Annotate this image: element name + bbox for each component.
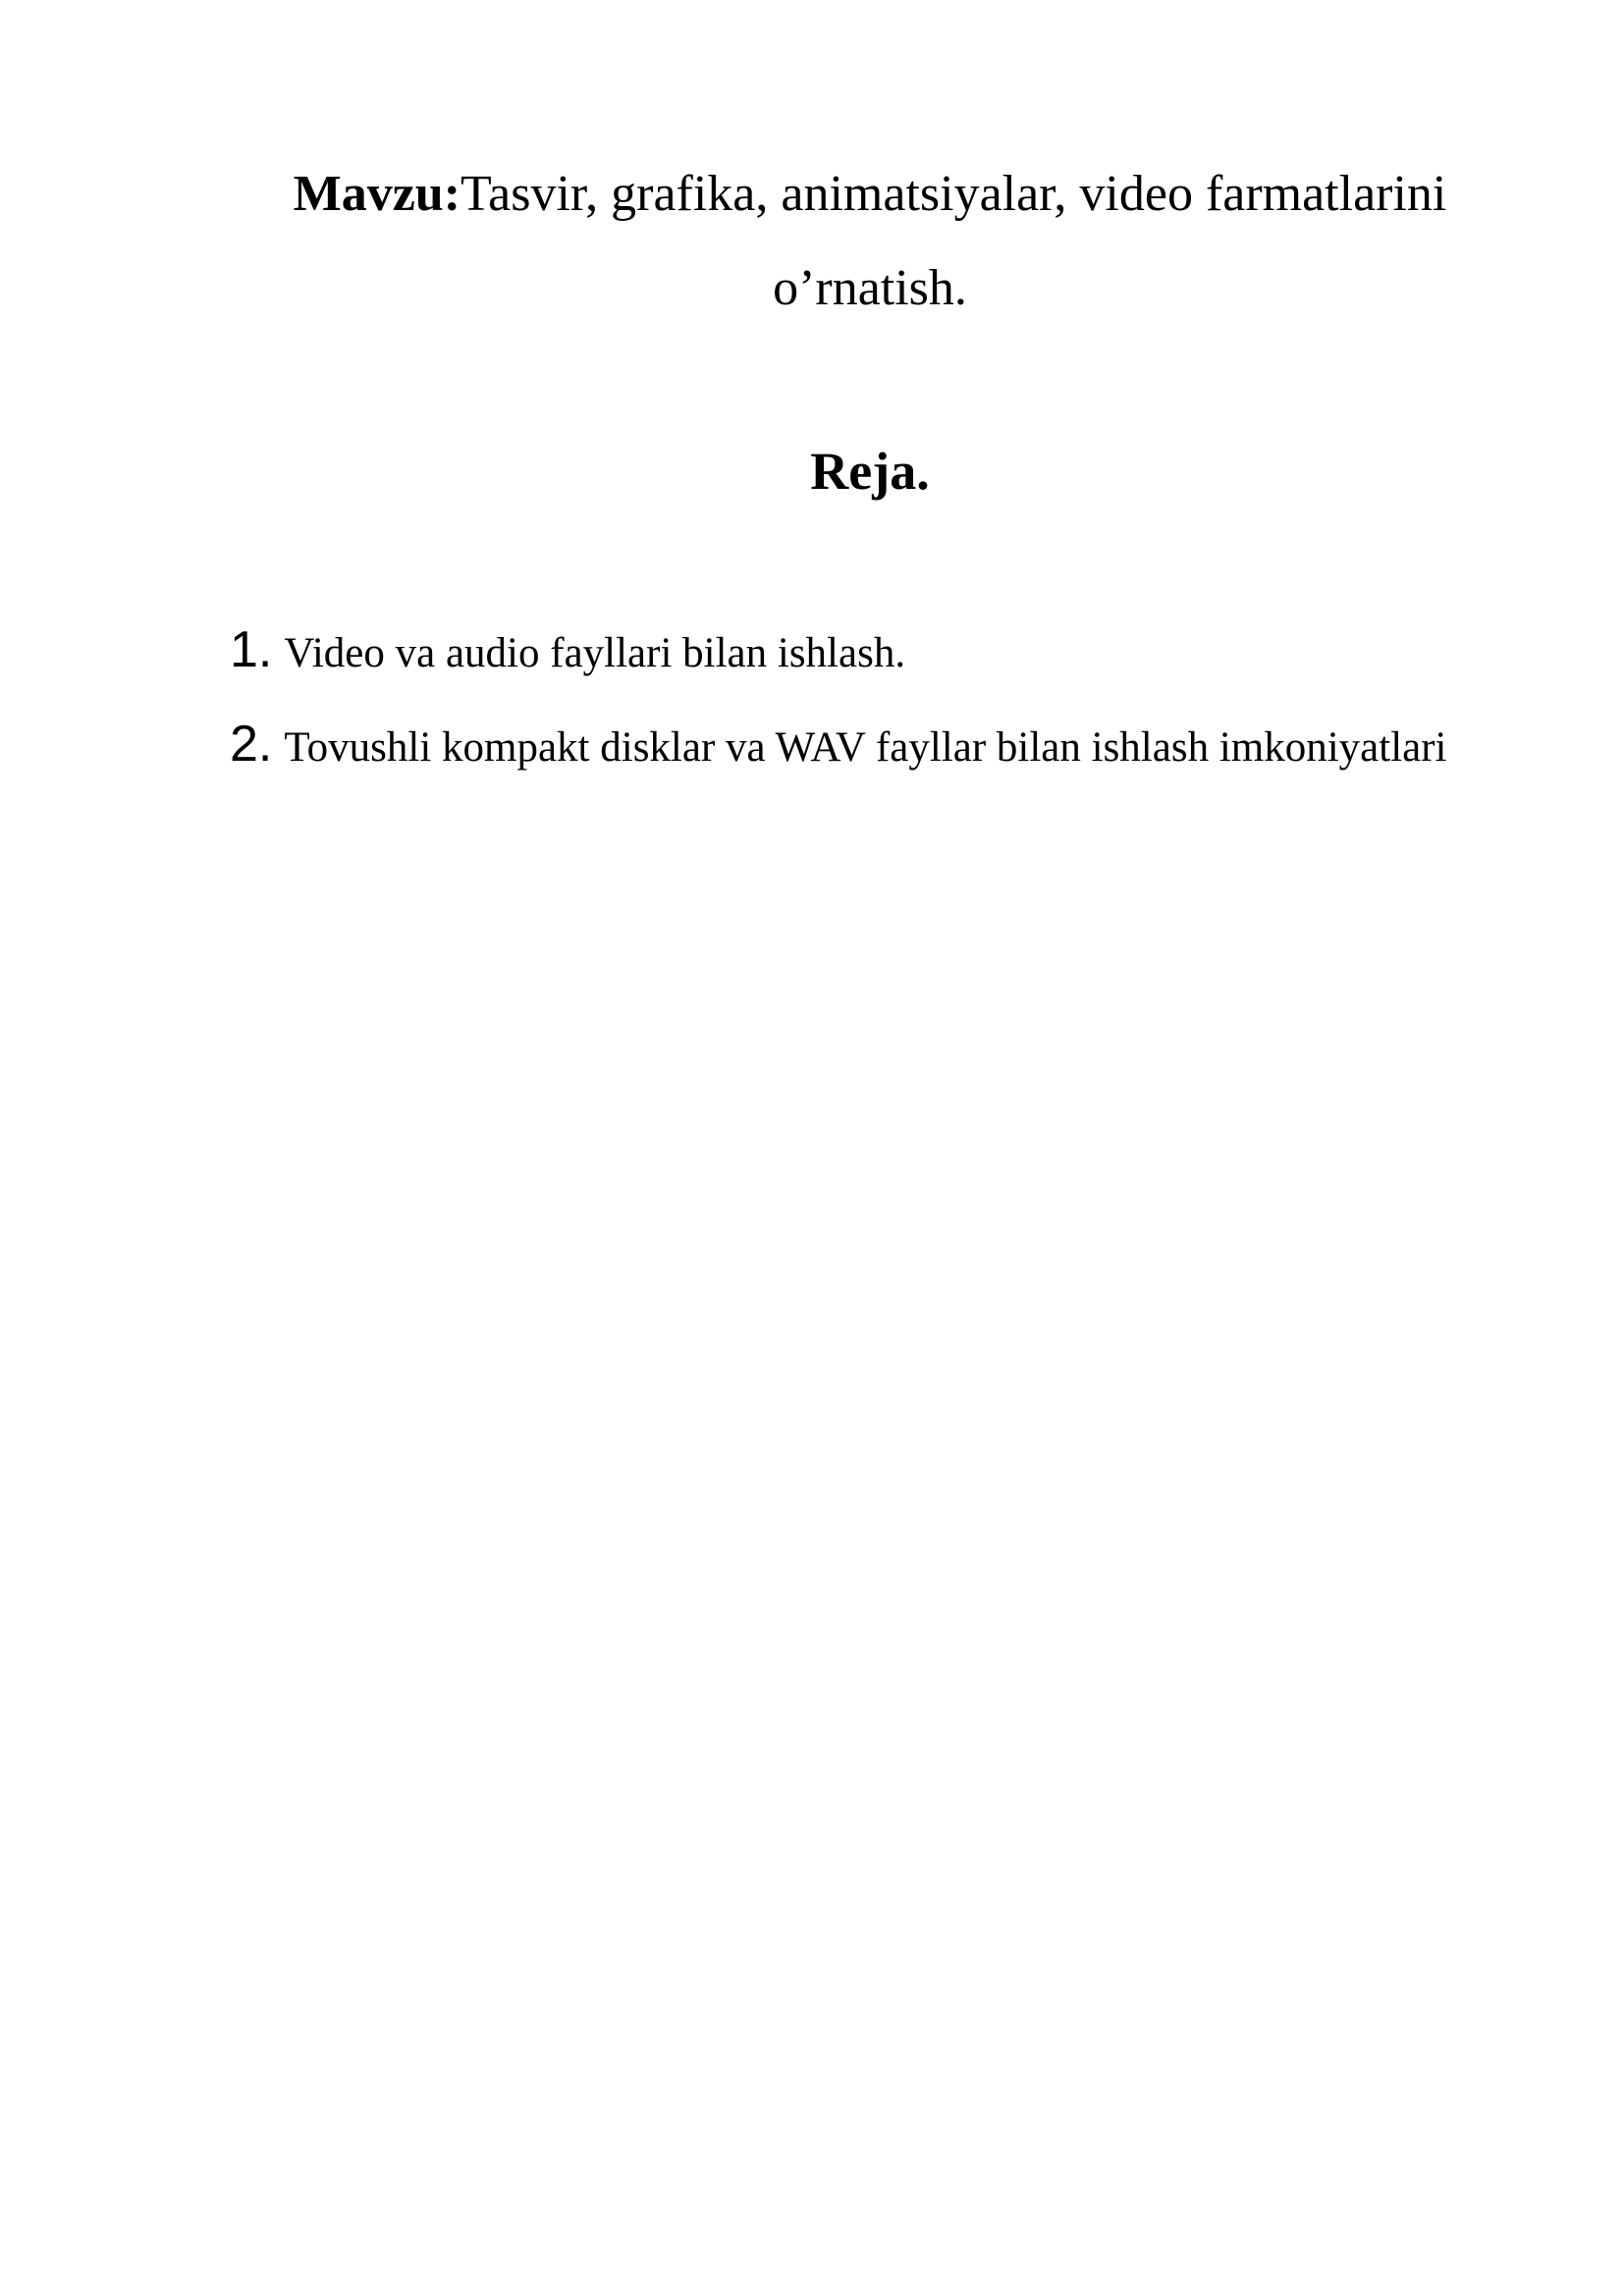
topic-label: Mavzu: xyxy=(293,166,461,222)
topic-title xyxy=(232,147,1508,336)
plan-heading: Reja. xyxy=(810,442,930,501)
plan-item-number: 1. xyxy=(230,621,273,678)
plan-item-text: Video va audio fayllari bilan ishlash. xyxy=(284,630,906,676)
topic-title-line-1 xyxy=(232,147,1508,241)
topic-text-line-1: Tasvir, grafika, animatsiyalar, video farmatlarini xyxy=(460,166,1447,222)
plan-item-number: 2. xyxy=(230,716,273,773)
plan-item-text: Tovushli kompakt disklar va WAV fayllar bilan ishlash imkoniyatlari xyxy=(284,724,1447,771)
plan-list xyxy=(230,620,1545,809)
topic-text-line-2: o’rnatish. xyxy=(773,260,967,316)
plan-list-item xyxy=(230,715,1545,809)
plan-list-item xyxy=(230,620,1545,715)
